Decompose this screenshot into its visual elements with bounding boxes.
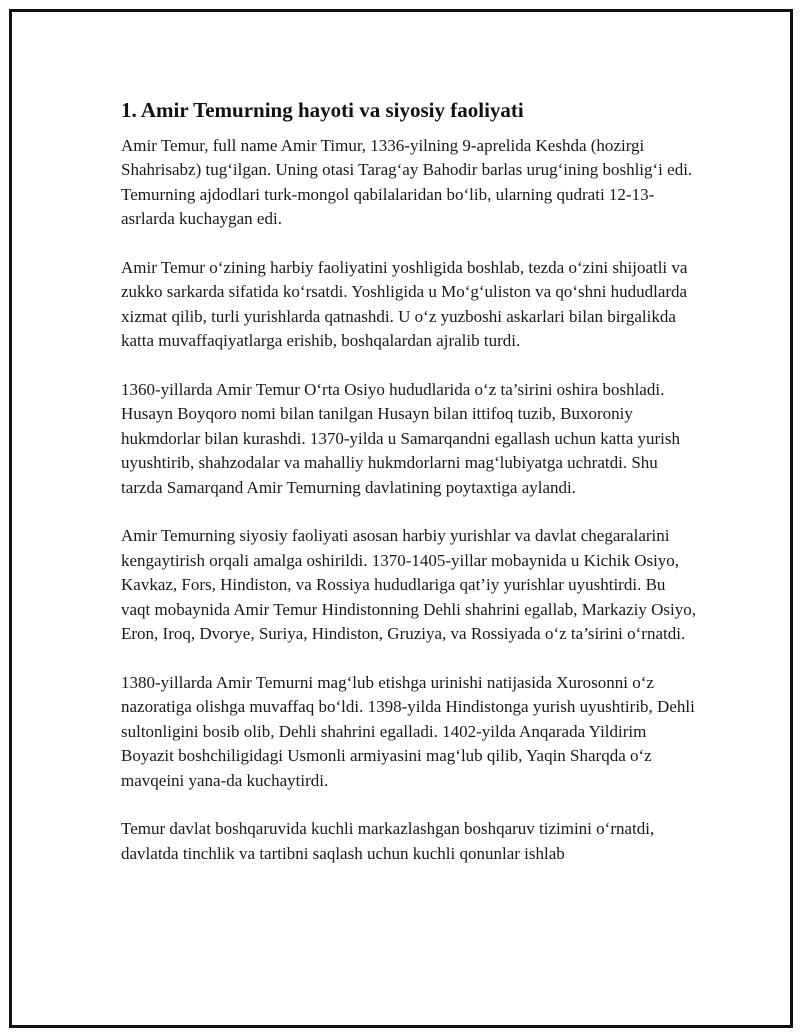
- paragraph-birth: Amir Temur, full name Amir Timur, 1336-yilning 9-aprelida Keshda (hozirgi Shahrisabz) tug‘ilgan. Uning otasi Tarag‘ay Bahodir barlas urug‘ining boshlig‘i edi. Temurning ajdodlari turk-mongol qabilalaridan bo‘lib, ularning qudrati 12-13-asrlarda kuchaygan edi.: [121, 136, 693, 229]
- paragraph-conquests: 1380-yillarda Amir Temurni mag‘lub etishga urinishi natijasida Xurosonni o‘z nazoratiga olishga muvaffaq bo‘ldi. 1398-yilda Hindistonga yurish uyushtirib, Dehli sultonligini bosib olib, Dehli shahrini egalladi. 1402-yilda Anqarada Yildirim Boyazit boshchiligidagi Usmonli armiyasini mag‘lub qilib, Yaqin Sharqda o‘z mavqeini yana-da kuchaytirdi.: [121, 672, 695, 790]
- paragraph-military-youth: Amir Temur o‘zining harbiy faoliyatini yoshligida boshlab, tezda o‘zini shijoatli va zukko sarkarda sifatida ko‘rsatdi. Yoshligida u Mo‘g‘uliston va qo‘shni hududlarda xizmat qilib, turli yurishlarda qatnashdi. U o‘z yuzboshi askarlari bilan birgalikda katta muvaffaqiyatlarga erishib, boshqalardan ajralib turdi.: [121, 258, 688, 351]
- paragraph-campaigns: Amir Temurning siyosiy faoliyati asosan harbiy yurishlar va davlat chegaralarini kengaytirish orqali amalga oshirildi. 1370-1405-yillar mobaynida u Kichik Osiyo, Kavkaz, Fors, Hindiston, va Rossiya hududlariga qat’iy yurishlar uyushtirdi. Bu vaqt mobaynida Amir Temur Hindistonning Dehli shahrini egallab, Markaziy Osiyo, Eron, Iroq, Dvorye, Suriya, Hindiston, Gruziya, va Rossiyada o‘z ta’sirini o‘rnatdi.: [121, 526, 696, 644]
- page-frame: [9, 9, 793, 1028]
- section-heading: 1. Amir Temurning hayoti va siyosiy faoliyati: [121, 98, 524, 122]
- paragraph-samarqand: 1360-yillarda Amir Temur O‘rta Osiyo hududlarida o‘z ta’sirini oshira boshladi. Husayn Boyqoro nomi bilan tanilgan Husayn bilan ittifoq tuzib, Buxoroniy hukmdorlar bilan kurashdi. 1370-yilda u Samarqandni egallash uchun katta yurish uyushtirib, shahzodalar va mahalliy hukmdorlarni mag‘lubiyatga uchratdi. Shu tarzda Samarqand Amir Temurning davlatining poytaxtiga aylandi.: [121, 380, 680, 497]
- document-body: [121, 96, 696, 891]
- paragraph-governance: Temur davlat boshqaruvida kuchli markazlashgan boshqaruv tizimini o‘rnatdi, davlatda tinchlik va tartibni saqlash uchun kuchli qonunlar ishlab: [121, 819, 655, 863]
